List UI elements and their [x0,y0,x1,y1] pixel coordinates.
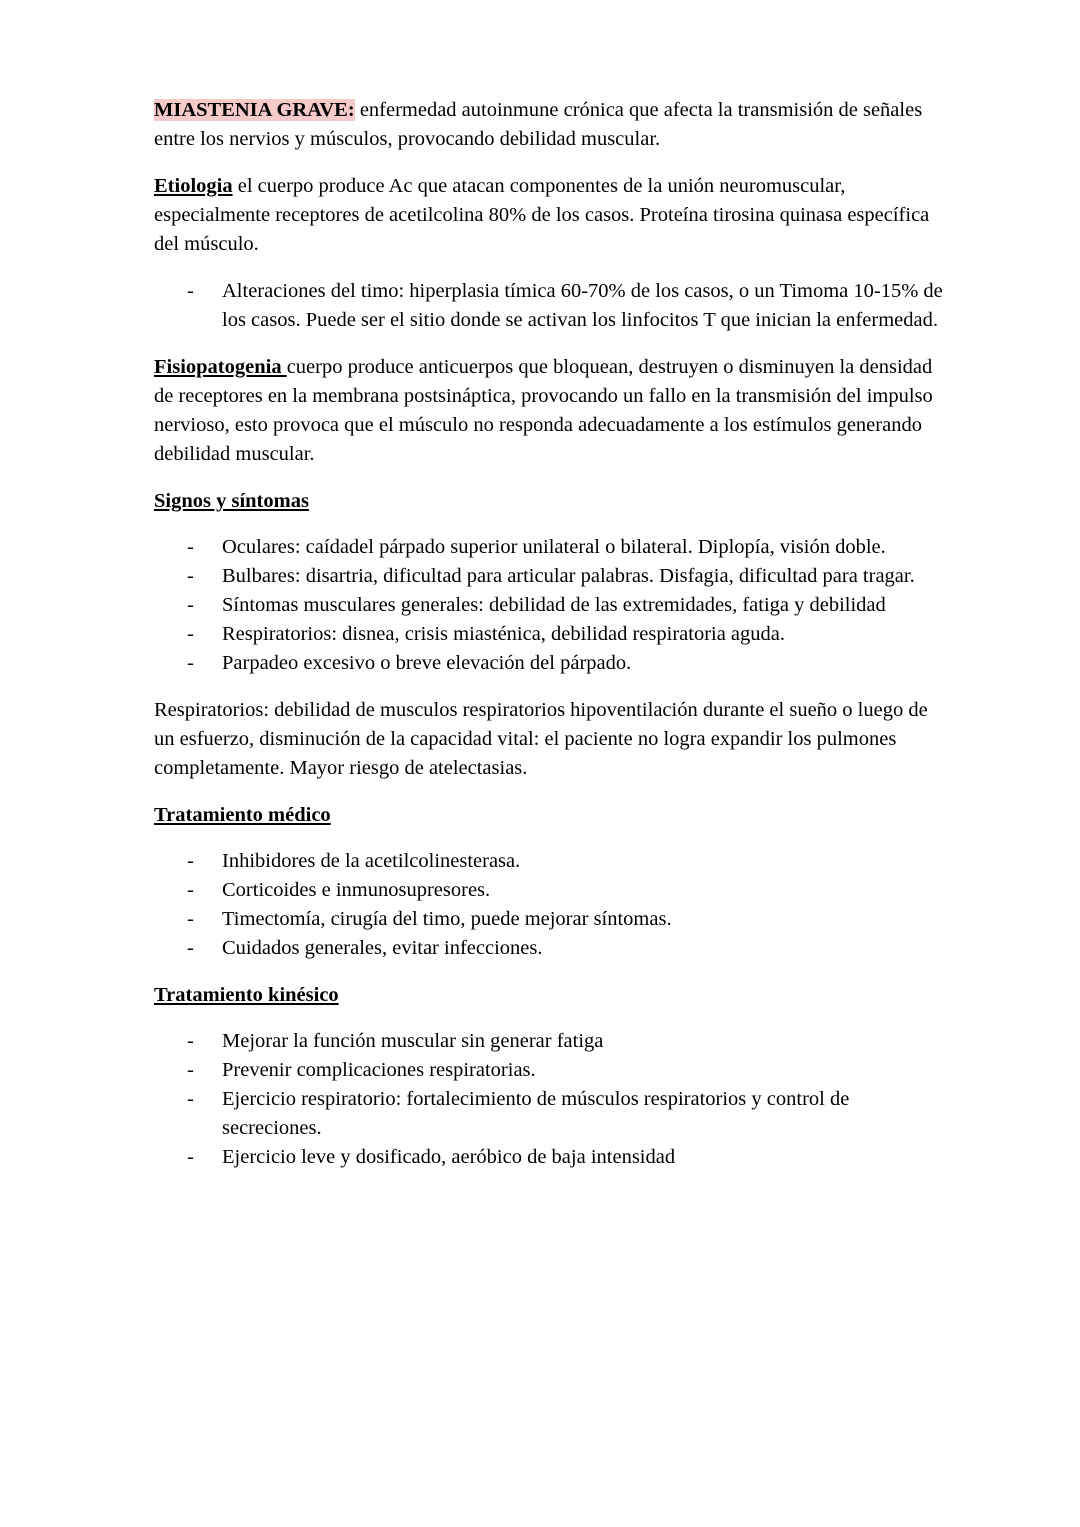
list-item-text: Mejorar la función muscular sin generar fatiga [222,1030,604,1052]
list-item-text: Síntomas musculares generales: debilidad de las extremidades, fatiga y debilidad [222,594,886,616]
list-item-text: Respiratorios: disnea, crisis miasténica, debilidad respiratoria aguda. [222,623,786,645]
dash-bullet: - [187,1059,194,1081]
signos-heading: Signos y síntomas [154,490,309,512]
list-item [154,905,944,934]
etiologia-paragraph [154,172,944,259]
list-item [154,649,944,678]
dash-bullet: - [187,623,194,645]
dash-bullet: - [187,850,194,872]
dash-bullet: - [187,594,194,616]
list-item-text: Prevenir complicaciones respiratorias. [222,1059,536,1081]
list-item-text: Cuidados generales, evitar infecciones. [222,937,543,959]
list-item [154,1143,944,1172]
list-item-text: Ejercicio leve y dosificado, aeróbico de baja intensidad [222,1146,676,1168]
fisiopatogenia-text: cuerpo produce anticuerpos que bloquean, destruyen o disminuyen la densidad de receptores en la membrana postsináptica, provocando un fallo en la transmisión del impulso nervioso, esto provoca que el músculo no responda adecuadamente a los estímulos generando debilidad muscular. [154,356,933,465]
dash-bullet: - [187,565,194,587]
list-item [154,1056,944,1085]
list-item [154,847,944,876]
tratamiento-kinesico-list [154,1027,944,1172]
list-item [154,876,944,905]
list-item-text: Corticoides e inmunosupresores. [222,879,491,901]
dash-bullet: - [187,280,194,302]
dash-bullet: - [187,536,194,558]
signos-list [154,533,944,678]
list-item-text: Alteraciones del timo: hiperplasia tímica 60-70% de los casos, o un Timoma 10-15% de los casos. Puede ser el sitio donde se activan los linfocitos T que inician la enfermedad. [222,280,943,331]
intro-text: enfermedad autoinmune crónica que afecta la transmisión de señales entre los nervios y músculos, provocando debilidad muscular. [154,99,923,150]
list-item [154,533,944,562]
dash-bullet: - [187,908,194,930]
etiologia-label: Etiologia [154,175,233,197]
etiologia-list [154,277,944,335]
dash-bullet: - [187,652,194,674]
intro-paragraph [154,96,944,154]
list-item [154,591,944,620]
dash-bullet: - [187,937,194,959]
list-item-text: Ejercicio respiratorio: fortalecimiento de músculos respiratorios y control de secreciones. [222,1088,850,1139]
dash-bullet: - [187,1030,194,1052]
list-item [154,562,944,591]
list-item [154,1027,944,1056]
respiratorios-paragraph: Respiratorios: debilidad de musculos respiratorios hipoventilación durante el sueño o luego de un esfuerzo, disminución de la capacidad vital: el paciente no logra expandir los pulmones completamente. Mayor riesgo de atelectasias. [154,699,928,779]
tratamiento-kinesico-heading: Tratamiento kinésico [154,984,339,1006]
tratamiento-medico-heading: Tratamiento médico [154,804,331,826]
document-body [154,96,944,1190]
list-item [154,1085,944,1143]
list-item-text: Bulbares: disartria, dificultad para articular palabras. Disfagia, dificultad para tragar. [222,565,915,587]
dash-bullet: - [187,1146,194,1168]
etiologia-text: el cuerpo produce Ac que atacan componentes de la unión neuromuscular, especialmente receptores de acetilcolina 80% de los casos. Proteína tirosina quinasa específica del músculo. [154,175,930,255]
fisiopatogenia-paragraph [154,353,944,469]
list-item [154,620,944,649]
dash-bullet: - [187,1088,194,1110]
list-item [154,934,944,963]
fisiopatogenia-label: Fisiopatogenia [154,356,287,378]
title-label: MIASTENIA GRAVE: [154,99,355,121]
list-item-text: Inhibidores de la acetilcolinesterasa. [222,850,521,872]
dash-bullet: - [187,879,194,901]
list-item-text: Oculares: caídadel párpado superior unilateral o bilateral. Diplopía, visión doble. [222,536,886,558]
list-item-text: Timectomía, cirugía del timo, puede mejorar síntomas. [222,908,672,930]
list-item-text: Parpadeo excesivo o breve elevación del párpado. [222,652,632,674]
list-item [154,277,944,335]
tratamiento-medico-list [154,847,944,963]
